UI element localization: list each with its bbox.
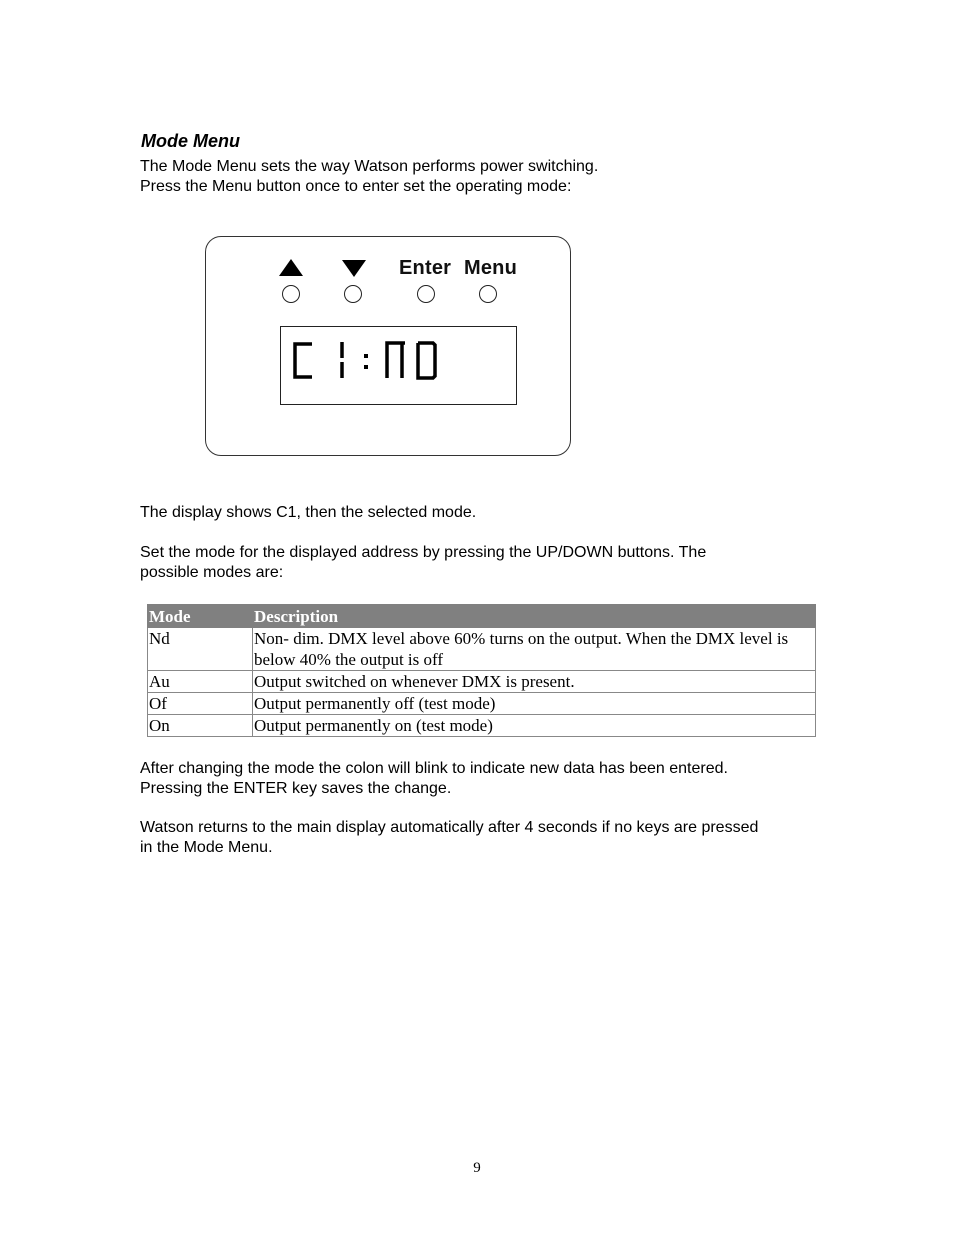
- display-note-text: The display shows C1, then the selected mode.: [140, 504, 477, 521]
- returns-paragraph: [140, 818, 758, 858]
- table-row: [148, 693, 816, 715]
- segment-colon-top: [364, 354, 368, 358]
- returns-line: Watson returns to the main display automatically after 4 seconds if no keys are pressed: [140, 819, 759, 836]
- device-control-panel: [205, 236, 571, 456]
- cell-description: Output permanently on (test mode): [253, 715, 816, 737]
- cell-mode: On: [148, 715, 253, 737]
- intro-paragraph: [140, 157, 598, 197]
- segment-digit-c: [295, 344, 312, 377]
- table-row: [148, 628, 816, 671]
- menu-button[interactable]: [479, 285, 497, 303]
- menu-button-label: Menu: [464, 257, 518, 279]
- cell-description: Non- dim. DMX level above 60% turns on the output. When the DMX level is below 40% the output is off: [253, 628, 816, 671]
- after-change-line: After changing the mode the colon will blink to indicate new data has been entered.: [140, 760, 728, 777]
- set-mode-line: Set the mode for the displayed address by pressing the UP/DOWN buttons. The: [140, 544, 707, 561]
- after-change-line: Pressing the ENTER key saves the change.: [140, 780, 452, 797]
- page-number: 9: [473, 1160, 481, 1176]
- up-button[interactable]: [282, 285, 300, 303]
- lcd-display: [280, 326, 517, 405]
- after-change-paragraph: [140, 759, 728, 799]
- table-row: [148, 715, 816, 737]
- cell-mode: Au: [148, 671, 253, 693]
- table-row: [148, 671, 816, 693]
- enter-button[interactable]: [417, 285, 435, 303]
- cell-mode: Of: [148, 693, 253, 715]
- table-header-row: [148, 605, 816, 628]
- segment-digit-d: [418, 343, 435, 378]
- lcd-display-text: [281, 327, 516, 404]
- segment-colon-bottom: [364, 365, 368, 369]
- set-mode-paragraph: [140, 543, 706, 583]
- cell-description: Output switched on whenever DMX is present.: [253, 671, 816, 693]
- header-mode: Mode: [148, 605, 253, 628]
- down-button[interactable]: [344, 285, 362, 303]
- intro-line: Press the Menu button once to enter set the operating mode:: [140, 178, 572, 195]
- cell-mode: Nd: [148, 628, 253, 671]
- modes-table: [147, 604, 816, 737]
- enter-button-label: Enter: [399, 257, 452, 279]
- section-heading: Mode Menu: [141, 131, 240, 151]
- display-note: [140, 503, 476, 523]
- returns-line: in the Mode Menu.: [140, 839, 273, 856]
- intro-line: The Mode Menu sets the way Watson performs power switching.: [140, 158, 599, 175]
- header-description: Description: [253, 605, 816, 628]
- segment-digit-n: [387, 343, 405, 378]
- cell-description: Output permanently off (test mode): [253, 693, 816, 715]
- set-mode-line: possible modes are:: [140, 564, 284, 581]
- up-arrow-icon: [279, 259, 303, 276]
- down-arrow-icon: [342, 260, 366, 277]
